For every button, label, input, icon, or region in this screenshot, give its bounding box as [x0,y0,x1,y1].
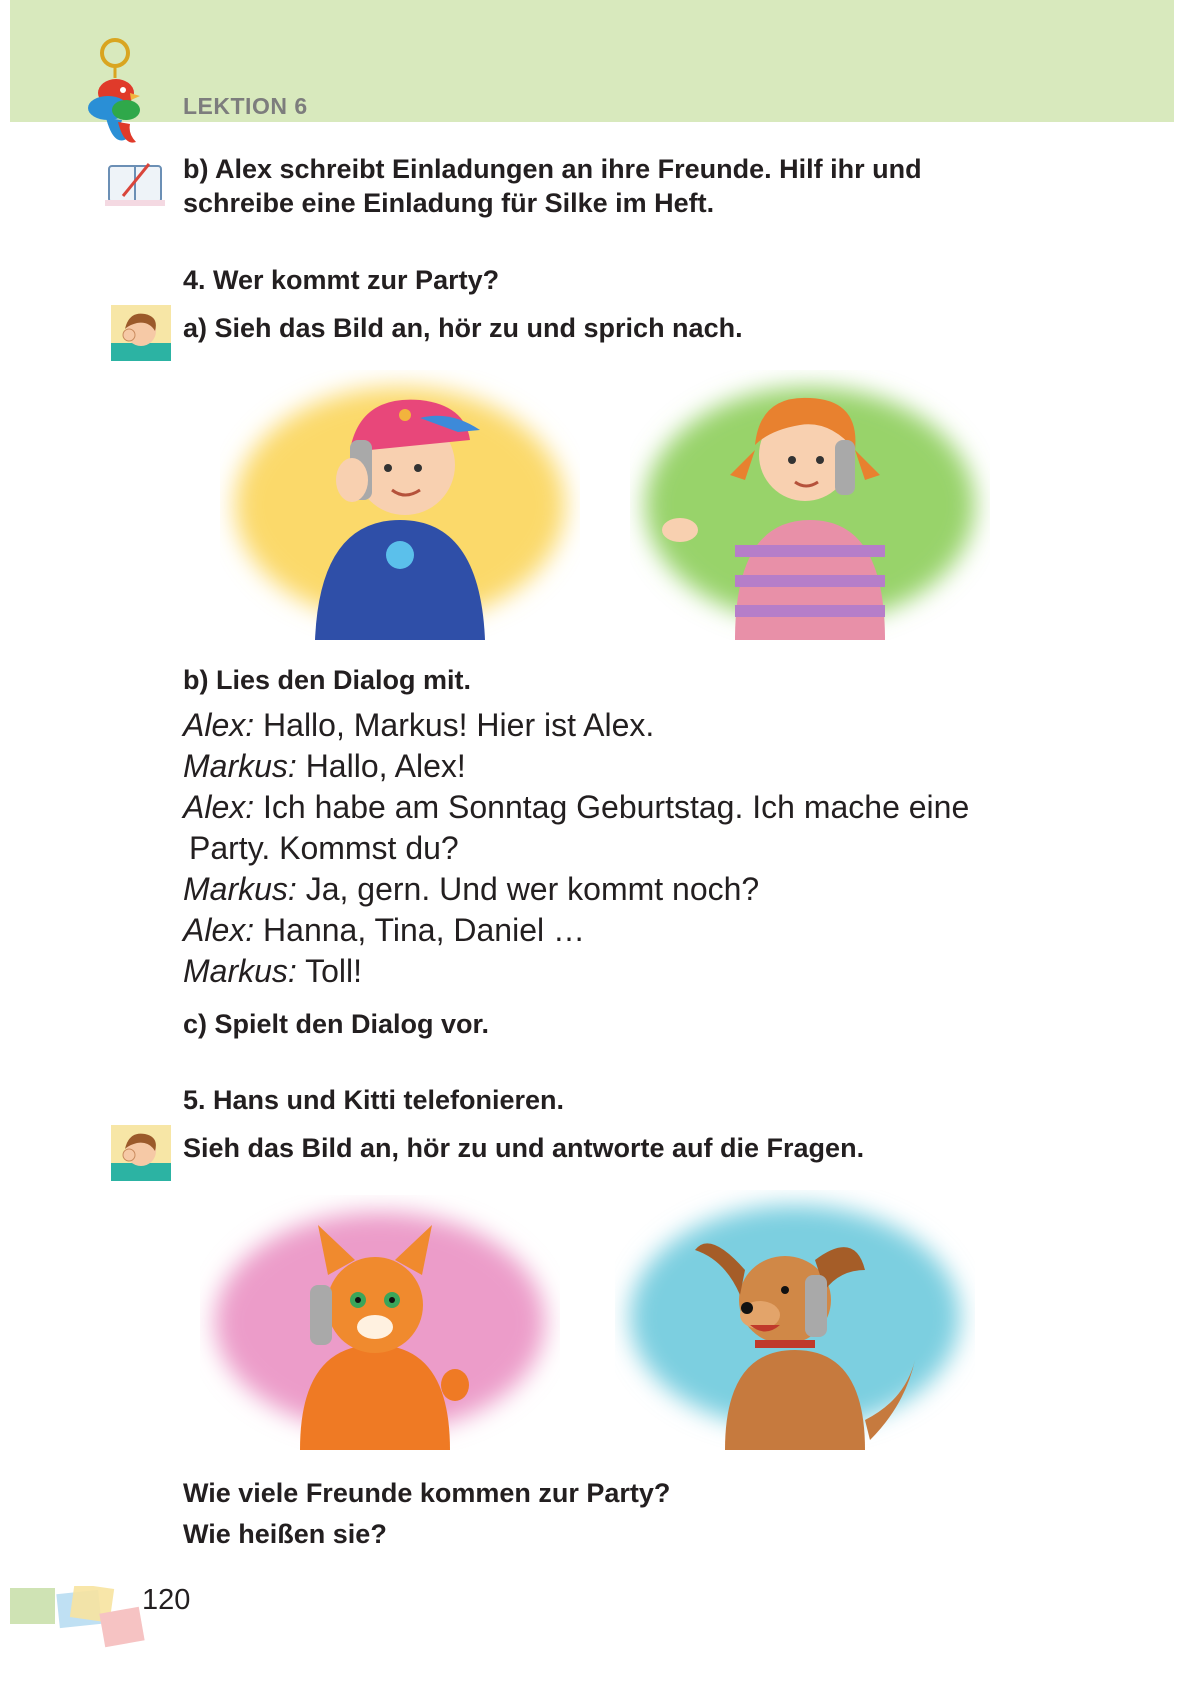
task3b-line1: b) Alex schreibt Einladungen an ihre Freunde. Hilf ihr und [183,154,922,184]
dialog-text: Ja, gern. Und wer kommt noch? [296,871,760,907]
dialog-speaker: Markus: [183,748,297,784]
dialog-line [183,787,969,828]
cat-phone-illustration [200,1195,560,1450]
task4a-instruction: a) Sieh das Bild an, hör zu und sprich nach. [183,313,743,343]
dialog-line [183,828,969,869]
dialog-text: Hallo, Markus! Hier ist Alex. [254,707,655,743]
question-2: Wie heißen sie? [183,1519,387,1549]
dialog-speaker: Alex: [183,789,255,825]
task3b-line2: schreibe eine Einladung für Silke im Heft. [183,188,715,218]
dialog-speaker: Markus: [183,953,297,989]
dialog-line [183,910,969,951]
dialog-text: Ich habe am Sonntag Geburtstag. Ich mache eine [254,789,970,825]
dialog-text: Toll! [296,953,363,989]
task4-title: 4. Wer kommt zur Party? [183,265,500,295]
question-1: Wie viele Freunde kommen zur Party? [183,1478,671,1508]
task5-instruction: Sieh das Bild an, hör zu und antworte auf die Fragen. [183,1133,865,1163]
dialog-text: Hallo, Alex! [296,748,466,784]
lesson-label: LEKTION 6 [183,93,308,119]
listen-speak-icon[interactable] [111,1125,171,1181]
dialog-block [183,705,969,992]
parrot-mascot-icon [78,38,158,150]
girl-phone-illustration [630,370,990,640]
dialog-line [183,705,969,746]
dialog-text: Hanna, Tina, Daniel … [254,912,585,948]
dog-phone-illustration [615,1190,975,1450]
dialog-line [183,869,969,910]
dialog-text: Party. Kommst du? [189,830,459,866]
footer-decoration [10,1586,145,1648]
task4c-instruction: c) Spielt den Dialog vor. [183,1009,490,1039]
dialog-speaker: Markus: [183,871,297,907]
dialog-line [183,951,969,992]
page-number: 120 [142,1584,191,1616]
notebook-icon [105,158,165,206]
listen-speak-icon[interactable] [111,305,171,361]
task4b-instruction: b) Lies den Dialog mit. [183,665,472,695]
boy-phone-illustration [220,370,580,640]
dialog-speaker: Alex: [183,912,255,948]
task5-title: 5. Hans und Kitti telefonieren. [183,1085,565,1115]
dialog-speaker: Alex: [183,707,255,743]
dialog-line [183,746,969,787]
